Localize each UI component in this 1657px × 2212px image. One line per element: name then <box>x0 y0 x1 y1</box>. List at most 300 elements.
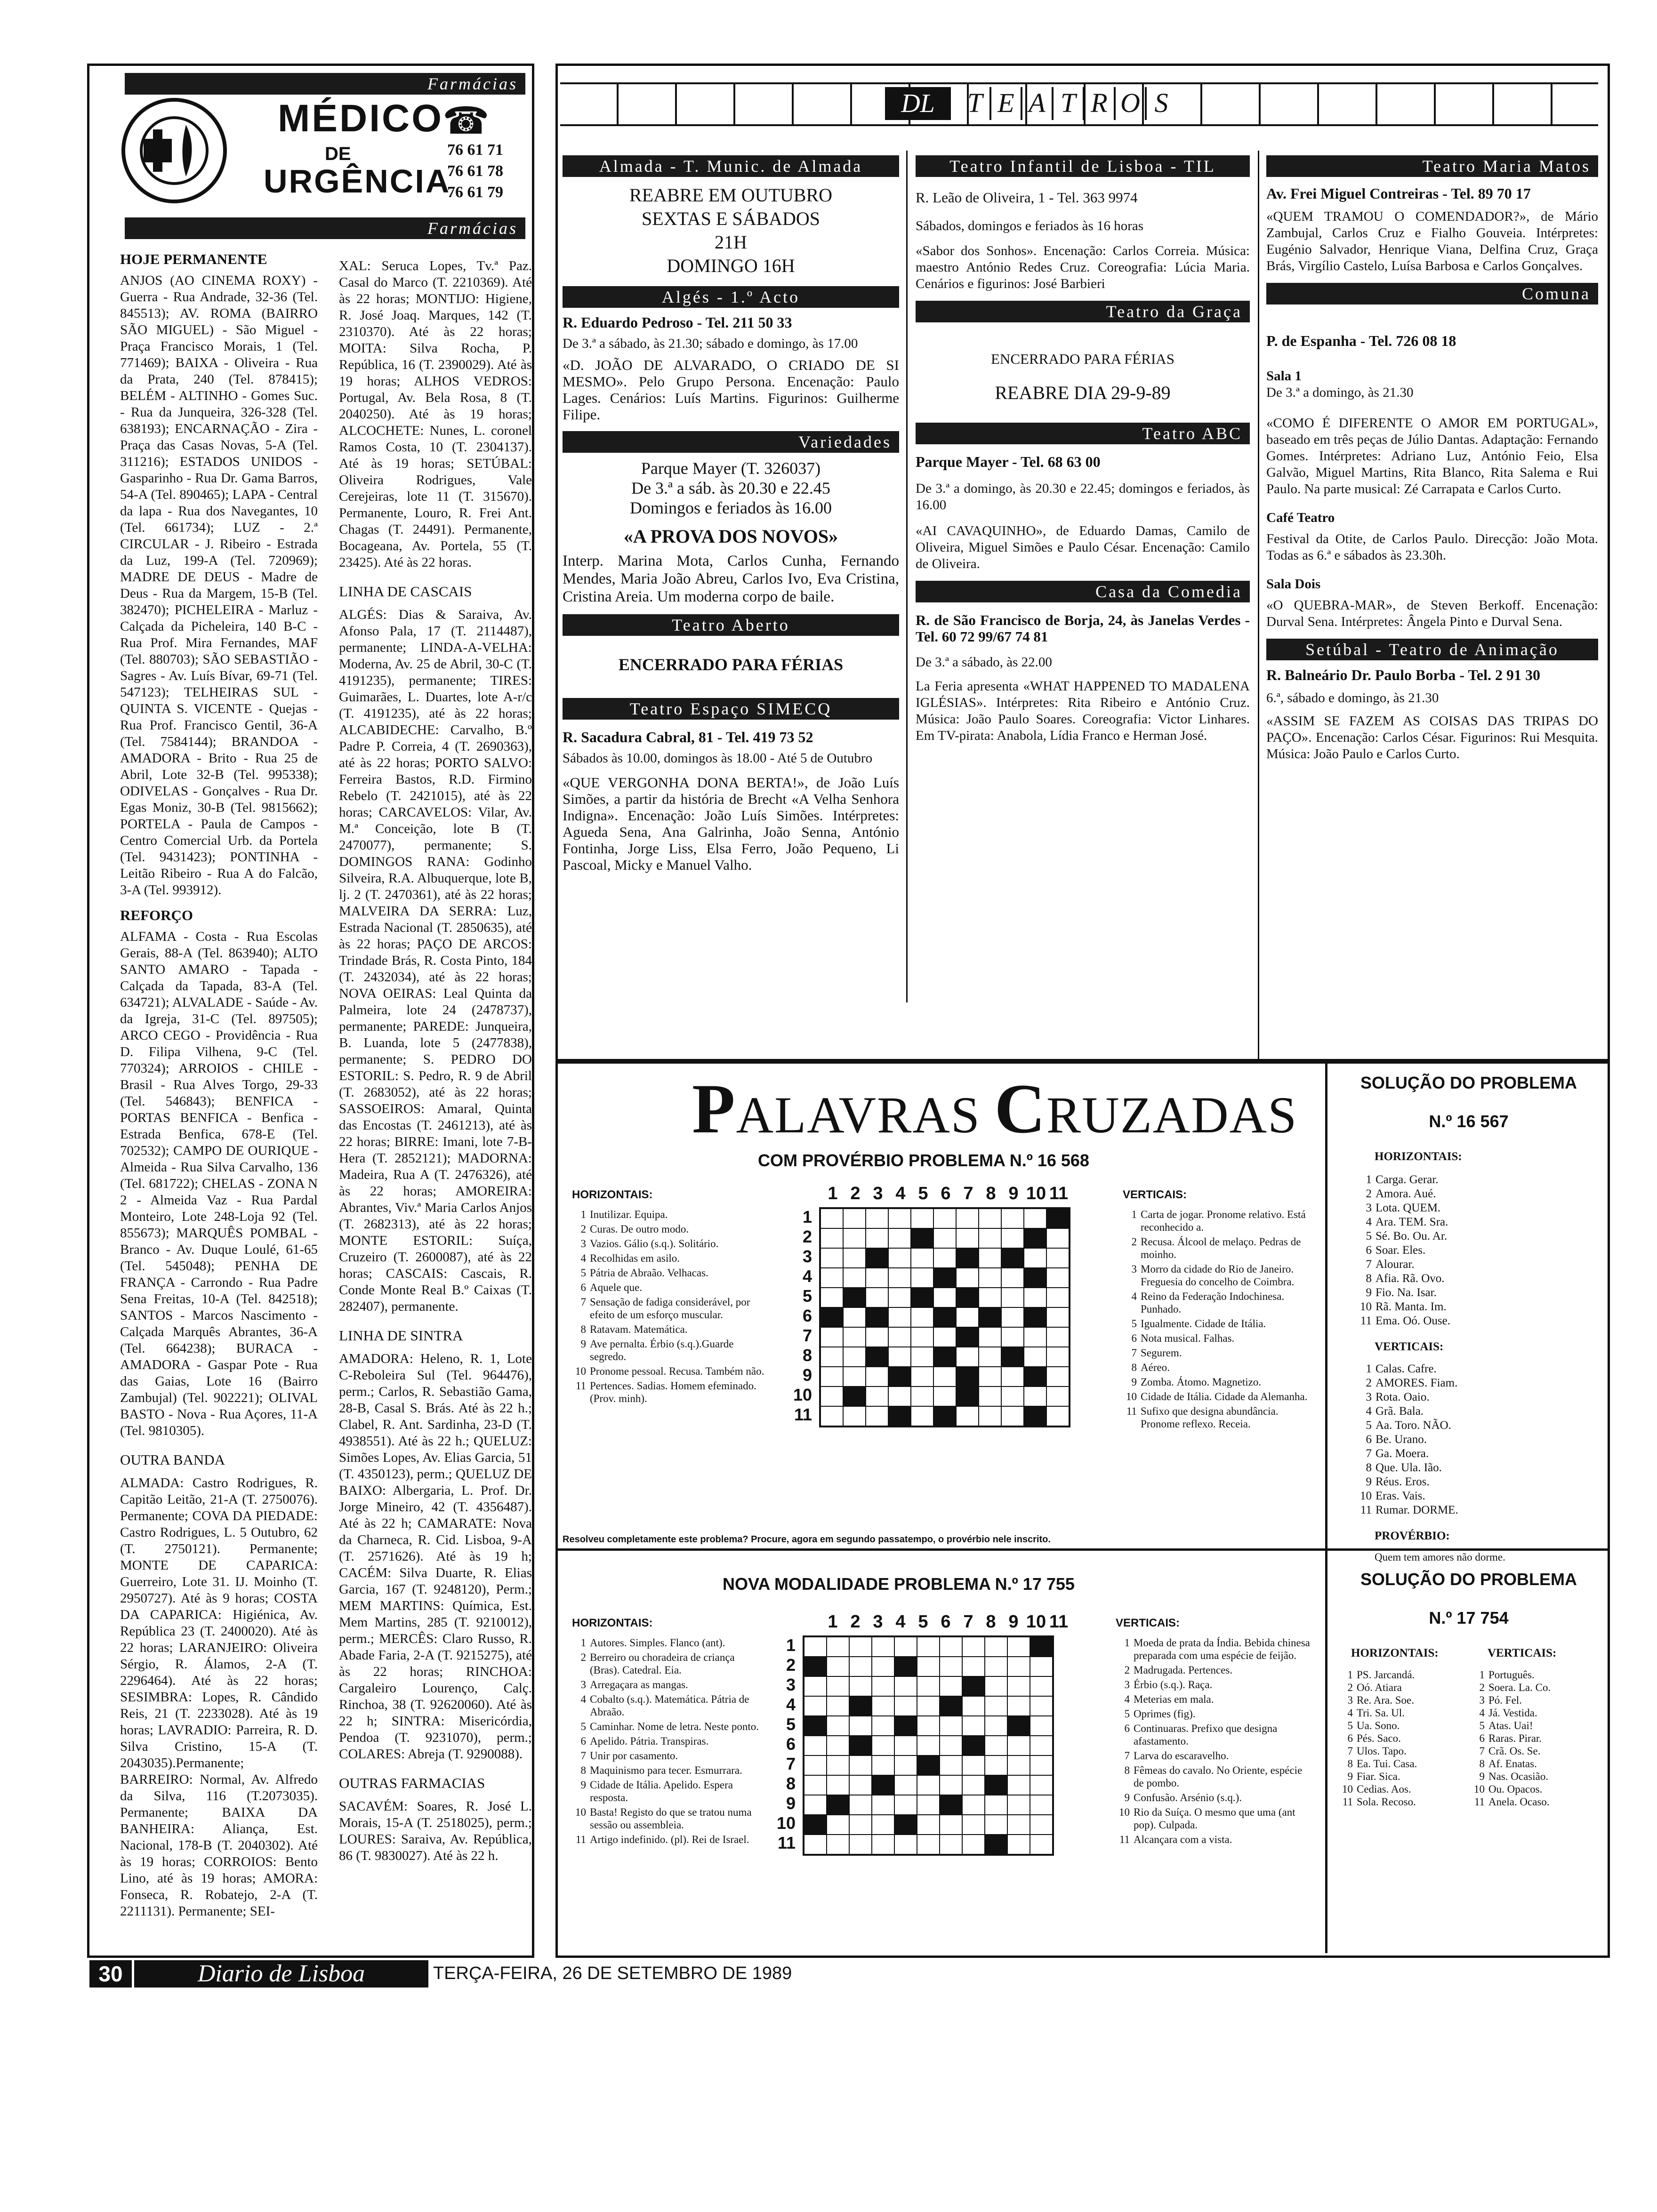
solution-1-horizontal-item <box>1356 1258 1601 1272</box>
crossword-2-cell[interactable] <box>963 1756 984 1775</box>
crossword-1-cell[interactable] <box>911 1268 933 1287</box>
crossword-2-cell[interactable] <box>985 1677 1007 1696</box>
crossword-2-title: NOVA MODALIDADE PROBLEMA N.º 17 755 <box>723 1574 1075 1594</box>
crossword-1-cell[interactable] <box>821 1268 843 1287</box>
crossword-2-cell[interactable] <box>804 1697 826 1715</box>
item-text: Sé. Bo. Ou. Ar. <box>1375 1230 1448 1242</box>
crossword-2-cell[interactable] <box>1030 1835 1052 1854</box>
item-text: Fio. Na. Isar. <box>1375 1286 1437 1299</box>
crossword-2-black-cell <box>895 1815 917 1834</box>
crossword-1-cell[interactable] <box>1047 1387 1069 1406</box>
section-linha-cascais: LINHA DE CASCAIS <box>339 583 472 600</box>
item-text: Maquinismo para tecer. Esmurrara. <box>590 1764 742 1776</box>
crossword-2-cell[interactable] <box>804 1835 826 1854</box>
crossword-2-cell[interactable] <box>895 1697 917 1715</box>
crossword-2-cell[interactable] <box>1030 1795 1052 1814</box>
crossword-1-cell[interactable] <box>911 1308 933 1327</box>
crossword-2-cell[interactable] <box>850 1637 871 1656</box>
item-text: Continuaras. Prefixo que designa afastamento. <box>1134 1723 1278 1747</box>
crossword-1-cell[interactable] <box>844 1229 865 1248</box>
crossword-2-cell[interactable] <box>1008 1776 1030 1795</box>
crossword-2-cell[interactable] <box>827 1815 849 1834</box>
crossword-1-cell[interactable] <box>934 1209 956 1228</box>
crossword-2-black-cell <box>917 1756 939 1775</box>
crossword-2-cell[interactable] <box>1030 1815 1052 1834</box>
crossword-2-cell[interactable] <box>963 1657 984 1676</box>
crossword-1-cell[interactable] <box>957 1347 978 1366</box>
crossword-1-cell[interactable] <box>821 1367 843 1386</box>
crossword-2-cell[interactable] <box>963 1815 984 1834</box>
venue-show: Interp. Marina Mota, Carlos Cunha, Fernando Mendes, Maria João Abreu, Carlos Ivo, Eva Cristina, Cristina Areia. Um moderna corpo de baile. <box>563 553 899 605</box>
banner-letter: R <box>1085 87 1116 120</box>
crossword-1-cell[interactable] <box>1002 1288 1023 1307</box>
item-number: 4 <box>1124 1693 1130 1705</box>
crossword-2-cell[interactable] <box>827 1835 849 1854</box>
crossword-2-cell[interactable] <box>985 1756 1007 1775</box>
clinica-logo <box>115 96 233 205</box>
crossword-1-horizontal-clue-item <box>572 1237 765 1250</box>
item-text: Que. Ula. Ião. <box>1375 1461 1442 1474</box>
item-text: Carta de jogar. Pronome relativo. Está reconhecido a. <box>1141 1209 1306 1233</box>
crossword-2-cell[interactable] <box>1030 1776 1052 1795</box>
venue-sala-2: Sala Dois <box>1266 577 1321 592</box>
item-number: 7 <box>580 1750 586 1762</box>
crossword-1-cell[interactable] <box>1024 1328 1046 1346</box>
crossword-1-cell[interactable] <box>957 1268 978 1287</box>
crossword-1-cell[interactable] <box>1024 1249 1046 1267</box>
solution-2-hz-label: HORIZONTAIS: <box>1351 1647 1439 1659</box>
crossword-2-cell[interactable] <box>1030 1716 1052 1735</box>
crossword-1-cell[interactable] <box>934 1328 956 1346</box>
item-number: 1 <box>1366 1173 1372 1186</box>
crossword-1-cell[interactable] <box>866 1209 888 1228</box>
crossword-1-cell[interactable] <box>911 1387 933 1406</box>
crossword-1-cell[interactable] <box>821 1288 843 1307</box>
crossword-2-cell[interactable] <box>895 1637 917 1656</box>
crossword-1-black-cell <box>934 1308 956 1327</box>
crossword-1-cell[interactable] <box>889 1249 910 1267</box>
crossword-2-cell[interactable] <box>917 1776 939 1795</box>
item-number: 4 <box>1366 1216 1372 1228</box>
crossword-2-cell[interactable] <box>872 1835 894 1854</box>
item-number: 11 <box>1360 1504 1372 1516</box>
item-number: 1 <box>1347 1669 1353 1681</box>
venue-title: Teatro Infantil de Lisboa - TIL <box>916 155 1250 177</box>
section-outra-banda: OUTRA BANDA <box>120 1451 225 1468</box>
crossword-2-col-number: 10 <box>1026 1612 1046 1632</box>
venue-title: Comuna <box>1266 283 1598 305</box>
crossword-2-cell[interactable] <box>1008 1736 1030 1755</box>
crossword-2-cell[interactable] <box>917 1716 939 1735</box>
crossword-1-cell[interactable] <box>1047 1347 1069 1366</box>
crossword-2-cell[interactable] <box>940 1815 962 1834</box>
crossword-2-cell[interactable] <box>985 1637 1007 1656</box>
crossword-2-cell[interactable] <box>1030 1756 1052 1775</box>
crossword-2-cell[interactable] <box>827 1716 849 1735</box>
crossword-2-cell[interactable] <box>963 1637 984 1656</box>
crossword-1-cell[interactable] <box>1047 1249 1069 1267</box>
item-text: Cidade de Itália. Apelido. Espera resposta. <box>590 1779 733 1803</box>
item-number: 1 <box>1124 1637 1130 1649</box>
crossword-2-cell[interactable] <box>827 1637 849 1656</box>
crossword-1-row-number: 8 <box>802 1346 812 1365</box>
item-number: 9 <box>1131 1376 1137 1388</box>
crossword-1-horizontal-clue-item <box>572 1365 765 1378</box>
crossword-2-col-number: 4 <box>895 1612 906 1632</box>
crossword-2-col-number: 11 <box>1049 1612 1069 1632</box>
solution-2-vertical-item <box>1469 1719 1601 1732</box>
item-number: 5 <box>1366 1419 1372 1432</box>
crossword-2-cell[interactable] <box>963 1776 984 1795</box>
crossword-1-cell[interactable] <box>889 1268 910 1287</box>
crossword-1-cell[interactable] <box>979 1229 1001 1248</box>
crossword-2-cell[interactable] <box>1030 1677 1052 1696</box>
crossword-2-cell[interactable] <box>804 1795 826 1814</box>
venue-title: Teatro Espaço SIMECQ <box>563 698 899 720</box>
crossword-2-cell[interactable] <box>895 1795 917 1814</box>
crossword-2-cell[interactable] <box>804 1776 826 1795</box>
crossword-2-cell[interactable] <box>1008 1795 1030 1814</box>
crossword-2-cell[interactable] <box>917 1835 939 1854</box>
crossword-2-cell[interactable] <box>940 1776 962 1795</box>
crossword-2-cell[interactable] <box>872 1677 894 1696</box>
crossword-2-cell[interactable] <box>850 1657 871 1676</box>
crossword-2-cell[interactable] <box>963 1835 984 1854</box>
crossword-2-cell[interactable] <box>963 1795 984 1814</box>
crossword-1-cell[interactable] <box>821 1229 843 1248</box>
crossword-1-black-cell <box>844 1288 865 1307</box>
crossword-2-cell[interactable] <box>872 1637 894 1656</box>
crossword-1-cell[interactable] <box>979 1268 1001 1287</box>
crossword-1-cell[interactable] <box>934 1288 956 1307</box>
crossword-2-cell[interactable] <box>963 1716 984 1735</box>
crossword-1-vertical-clue-item <box>1123 1390 1316 1403</box>
item-number: 6 <box>1131 1332 1137 1344</box>
crossword-1-cell[interactable] <box>957 1209 978 1228</box>
crossword-2-cell[interactable] <box>872 1736 894 1755</box>
crossword-2-cell[interactable] <box>940 1835 962 1854</box>
solution-2-horizontal-item <box>1337 1795 1469 1808</box>
phone-3: 76 61 79 <box>447 184 503 201</box>
crossword-2-cell[interactable] <box>1008 1697 1030 1715</box>
crossword-2-cell[interactable] <box>827 1697 849 1715</box>
crossword-1-cell[interactable] <box>866 1268 888 1287</box>
crossword-1-cell[interactable] <box>911 1407 933 1426</box>
crossword-2-cell[interactable] <box>827 1756 849 1775</box>
crossword-2-cell[interactable] <box>985 1657 1007 1676</box>
crossword-2-cell[interactable] <box>1008 1756 1030 1775</box>
crossword-1-cell[interactable] <box>889 1328 910 1346</box>
crossword-2-cell[interactable] <box>917 1795 939 1814</box>
crossword-1-cell[interactable] <box>844 1249 865 1267</box>
crossword-2-cell[interactable] <box>985 1815 1007 1834</box>
crossword-2-cell[interactable] <box>895 1756 917 1775</box>
venue-setubal <box>1266 639 1598 762</box>
item-text: Cidade de Itália. Cidade da Alemanha. <box>1141 1391 1308 1403</box>
crossword-1-cell[interactable] <box>1047 1229 1069 1248</box>
crossword-1-cell[interactable] <box>889 1347 910 1366</box>
crossword-1-cell[interactable] <box>1002 1328 1023 1346</box>
solution-2-horizontal-item <box>1337 1770 1469 1783</box>
crossword-1-cell[interactable] <box>866 1288 888 1307</box>
crossword-2-black-cell <box>850 1697 871 1715</box>
crossword-1-cell[interactable] <box>1002 1407 1023 1426</box>
crossword-1-cell[interactable] <box>957 1229 978 1248</box>
crossword-1-black-cell <box>1024 1407 1046 1426</box>
crossword-2-cell[interactable] <box>872 1697 894 1715</box>
crossword-1-cell[interactable] <box>957 1308 978 1327</box>
crossword-2-cell[interactable] <box>827 1677 849 1696</box>
crossword-2-cell[interactable] <box>917 1677 939 1696</box>
crossword-1-cell[interactable] <box>979 1407 1001 1426</box>
teatros-letters <box>960 87 1176 120</box>
crossword-2-cell[interactable] <box>940 1677 962 1696</box>
crossword-2-cell[interactable] <box>985 1716 1007 1735</box>
item-text: Fêmeas do cavalo. No Oriente, espécie de pombo. <box>1134 1764 1303 1789</box>
item-text: Alcançara com a vista. <box>1134 1834 1232 1845</box>
crossword-1-col-number: 7 <box>963 1184 973 1203</box>
crossword-2-col-number: 1 <box>828 1612 838 1632</box>
item-text: Soar. Eles. <box>1375 1244 1426 1257</box>
crossword-2-cell[interactable] <box>1030 1697 1052 1715</box>
crossword-1-cell[interactable] <box>1002 1268 1023 1287</box>
crossword-1-cell[interactable] <box>844 1367 865 1386</box>
crossword-2-cell[interactable] <box>895 1776 917 1795</box>
crossword-1-cell[interactable] <box>889 1387 910 1406</box>
crossword-2-cell[interactable] <box>872 1815 894 1834</box>
crossword-2-cell[interactable] <box>985 1697 1007 1715</box>
crossword-1-cell[interactable] <box>934 1229 956 1248</box>
crossword-1-cell[interactable] <box>979 1347 1001 1366</box>
crossword-2-cell[interactable] <box>940 1637 962 1656</box>
crossword-2-cell[interactable] <box>940 1736 962 1755</box>
crossword-1-cell[interactable] <box>934 1249 956 1267</box>
crossword-2-row-numbers <box>767 1635 796 1853</box>
crossword-1-cell[interactable] <box>889 1209 910 1228</box>
venue-show: «AI CAVAQUINHO», de Eduardo Damas, Camilo de Oliveira, Miguel Simões e Paulo César. Encenação: Camilo de Oliveira. <box>916 523 1250 571</box>
item-number: 9 <box>580 1779 586 1791</box>
crossword-2-cell[interactable] <box>940 1716 962 1735</box>
solution-2-vertical-item <box>1469 1757 1601 1770</box>
crossword-1-cell[interactable] <box>844 1268 865 1287</box>
crossword-2-cell[interactable] <box>804 1677 826 1696</box>
crossword-1-cell[interactable] <box>1047 1407 1069 1426</box>
crossword-2-cell[interactable] <box>850 1756 871 1775</box>
crossword-2-cell[interactable] <box>872 1795 894 1814</box>
item-text: Larva do escaravelho. <box>1134 1750 1229 1762</box>
crossword-1-cell[interactable] <box>1002 1209 1023 1228</box>
crossword-2-cell[interactable] <box>985 1795 1007 1814</box>
de-label: DE <box>325 144 351 164</box>
crossword-2-cell[interactable] <box>804 1736 826 1755</box>
crossword-2-cell[interactable] <box>895 1736 917 1755</box>
item-text: Zomba. Átomo. Magnetizo. <box>1141 1376 1262 1388</box>
crossword-1-cell[interactable] <box>1002 1308 1023 1327</box>
crossword-1-horizontal-clue-item <box>572 1296 765 1321</box>
crossword-1-cell[interactable] <box>1024 1347 1046 1366</box>
venue-line: Domingos e feriados às 16.00 <box>630 498 832 517</box>
item-text: Pó. Fel. <box>1488 1694 1522 1706</box>
crossword-1-cell[interactable] <box>1024 1209 1046 1228</box>
crossword-2-cell[interactable] <box>827 1736 849 1755</box>
crossword-2-cell[interactable] <box>1030 1657 1052 1676</box>
solution-2-horizontal-item <box>1337 1668 1469 1681</box>
crossword-1-cell[interactable] <box>821 1347 843 1366</box>
teatros-col-1 <box>563 155 899 882</box>
crossword-2-cell[interactable] <box>850 1795 871 1814</box>
venue-status: ENCERRADO PARA FÉRIAS <box>618 655 844 674</box>
crossword-1-cell[interactable] <box>844 1328 865 1346</box>
crossword-2-cell[interactable] <box>850 1716 871 1735</box>
crossword-2-cell[interactable] <box>872 1756 894 1775</box>
crossword-2-cell[interactable] <box>917 1657 939 1676</box>
crossword-1-cell[interactable] <box>889 1308 910 1327</box>
crossword-2-cell[interactable] <box>804 1637 826 1656</box>
crossword-2-cell[interactable] <box>917 1697 939 1715</box>
item-number: 8 <box>1366 1461 1372 1474</box>
crossword-1-cell[interactable] <box>889 1288 910 1307</box>
masthead-logo: Diario de Lisboa <box>134 1960 428 1988</box>
crossword-2-black-cell <box>804 1657 826 1676</box>
item-text: Re. Ara. Soe. <box>1357 1694 1415 1706</box>
crossword-2-cell[interactable] <box>850 1677 871 1696</box>
crossword-1-cell[interactable] <box>911 1249 933 1267</box>
crossword-2-cell[interactable] <box>917 1736 939 1755</box>
crossword-1-cell[interactable] <box>1002 1229 1023 1248</box>
crossword-1-row-number: 4 <box>802 1266 812 1286</box>
crossword-1-cell[interactable] <box>1047 1328 1069 1346</box>
crossword-1-cell[interactable] <box>979 1387 1001 1406</box>
crossword-1-cell[interactable] <box>821 1249 843 1267</box>
crossword-2-grid[interactable] <box>803 1635 1054 1856</box>
crossword-2-cell[interactable] <box>850 1815 871 1834</box>
crossword-1-cell[interactable] <box>911 1347 933 1366</box>
crossword-2-cell[interactable] <box>963 1697 984 1715</box>
crossword-1-cell[interactable] <box>911 1328 933 1346</box>
crossword-2-cell[interactable] <box>1008 1657 1030 1676</box>
item-text: Be. Urano. <box>1375 1433 1427 1446</box>
crossword-2-cell[interactable] <box>850 1776 871 1795</box>
crossword-1-cell[interactable] <box>1047 1288 1069 1307</box>
crossword-2-cell[interactable] <box>985 1736 1007 1755</box>
crossword-1-cell[interactable] <box>1002 1367 1023 1386</box>
crossword-2-cell[interactable] <box>895 1835 917 1854</box>
crossword-1-vertical-clue-item <box>1123 1332 1316 1345</box>
solution-2-horizontal-item <box>1337 1681 1469 1694</box>
item-text: Caminhar. Nome de letra. Neste ponto. <box>590 1721 759 1732</box>
venue-title: Casa da Comedia <box>916 581 1250 602</box>
crossword-2-cell[interactable] <box>940 1657 962 1676</box>
crossword-2-cell[interactable] <box>827 1776 849 1795</box>
crossword-1-cell[interactable] <box>979 1209 1001 1228</box>
solution-2-horizontal-item <box>1337 1707 1469 1719</box>
item-text: Sola. Recoso. <box>1357 1796 1416 1808</box>
crossword-2-cell[interactable] <box>917 1815 939 1834</box>
crossword-2-cell[interactable] <box>804 1756 826 1775</box>
crossword-2-cell[interactable] <box>1008 1677 1030 1696</box>
crossword-2-cell[interactable] <box>1030 1736 1052 1755</box>
crossword-1-cell[interactable] <box>957 1407 978 1426</box>
crossword-1-cell[interactable] <box>979 1328 1001 1346</box>
title-rest-1: ALAVRAS <box>736 1086 995 1144</box>
crossword-2-horizontal-clue-item <box>572 1806 765 1831</box>
banner-letter: E <box>991 87 1022 120</box>
crossword-1-cell[interactable] <box>821 1328 843 1346</box>
solution-2-vertical-item <box>1469 1783 1601 1795</box>
crossword-1-grid[interactable] <box>819 1207 1070 1427</box>
item-text: Ave pernalta. Érbio (s.q.).Guarde segredo. <box>590 1338 734 1362</box>
crossword-1-cell[interactable] <box>979 1288 1001 1307</box>
crossword-2-cell[interactable] <box>827 1657 849 1676</box>
crossword-1-cell[interactable] <box>844 1407 865 1426</box>
item-number: 3 <box>1366 1202 1372 1214</box>
crossword-1-cell[interactable] <box>1024 1387 1046 1406</box>
crossword-1-cell[interactable] <box>911 1367 933 1386</box>
crossword-1-cell[interactable] <box>934 1387 956 1406</box>
crossword-1-cell[interactable] <box>821 1387 843 1406</box>
phone-1: 76 61 71 <box>447 141 503 159</box>
crossword-1-cell[interactable] <box>821 1407 843 1426</box>
crossword-2-col-number: 5 <box>918 1612 928 1632</box>
venue-address: R. Balneário Dr. Paulo Borba - Tel. 2 91 30 <box>1266 666 1540 683</box>
crossword-2-cell[interactable] <box>872 1657 894 1676</box>
crossword-1-cell[interactable] <box>1047 1308 1069 1327</box>
crossword-1-cell[interactable] <box>979 1249 1001 1267</box>
crossword-2-cell[interactable] <box>917 1637 939 1656</box>
crossword-2-cell[interactable] <box>850 1835 871 1854</box>
crossword-1-cell[interactable] <box>866 1367 888 1386</box>
crossword-1-cell[interactable] <box>866 1328 888 1346</box>
crossword-2-col-number: 8 <box>986 1612 996 1632</box>
horizontais-label: HORIZONTAIS: <box>572 1617 653 1629</box>
item-number: 8 <box>1131 1362 1137 1373</box>
crossword-2-cell[interactable] <box>1008 1637 1030 1656</box>
crossword-1-cell[interactable] <box>844 1209 865 1228</box>
crossword-1-cell[interactable] <box>866 1229 888 1248</box>
crossword-1-cell[interactable] <box>934 1367 956 1386</box>
crossword-2-black-cell <box>827 1795 849 1814</box>
crossword-1-row-number: 10 <box>793 1385 812 1404</box>
crossword-1-cell[interactable] <box>844 1308 865 1327</box>
item-text: Segurem. <box>1141 1347 1182 1359</box>
crossword-1-cell[interactable] <box>866 1387 888 1406</box>
solution-2-horizontal-item <box>1337 1732 1469 1745</box>
crossword-2-cell[interactable] <box>895 1677 917 1696</box>
crossword-2-cell[interactable] <box>940 1756 962 1775</box>
crossword-2-cell[interactable] <box>872 1716 894 1735</box>
crossword-1-cell[interactable] <box>1047 1367 1069 1386</box>
crossword-1-col-number: 8 <box>986 1184 996 1203</box>
crossword-1-cell[interactable] <box>1024 1288 1046 1307</box>
crossword-1-cell[interactable] <box>844 1347 865 1366</box>
item-text: AMORES. Fiam. <box>1375 1377 1458 1389</box>
crossword-2-cell[interactable] <box>1008 1835 1030 1854</box>
crossword-1-cell[interactable] <box>889 1229 910 1248</box>
crossword-2-vertical-clue-item <box>1116 1764 1313 1789</box>
crossword-1-cell[interactable] <box>979 1367 1001 1386</box>
crossword-2-cell[interactable] <box>1008 1815 1030 1834</box>
crossword-1-cell[interactable] <box>1002 1387 1023 1406</box>
crossword-1-cell[interactable] <box>1047 1268 1069 1287</box>
solution-1-vertical-item <box>1356 1404 1601 1419</box>
venue-line: DOMINGO 16H <box>667 255 795 276</box>
teatros-divider-1 <box>906 151 908 1002</box>
urgencia-label: URGÊNCIA <box>264 163 451 200</box>
item-text: Érbio (s.q.). Raça. <box>1134 1679 1213 1691</box>
crossword-1-cell[interactable] <box>866 1407 888 1426</box>
crossword-1-cell[interactable] <box>821 1209 843 1228</box>
crossword-1-cell[interactable] <box>911 1209 933 1228</box>
